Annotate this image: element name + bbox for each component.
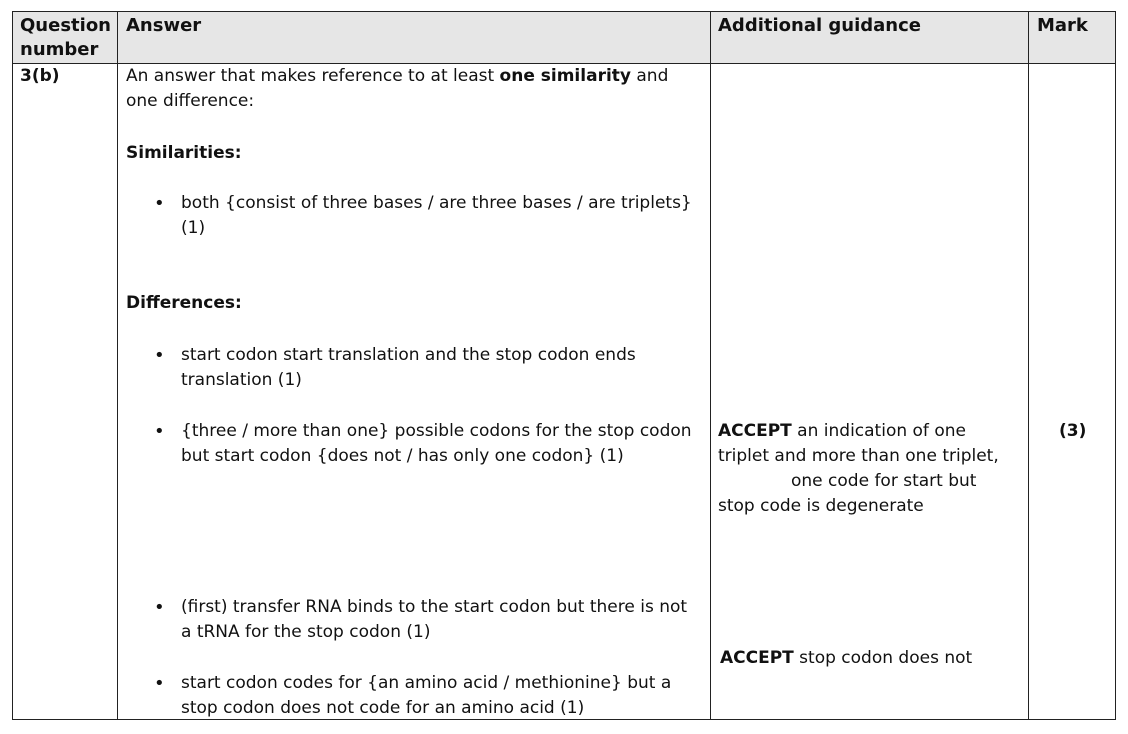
column-divider (710, 12, 711, 719)
column-divider (117, 12, 118, 719)
differences-heading: Differences: (126, 293, 242, 313)
guidance-note: ACCEPT an indication of one triplet and more than one triplet, one code for start but stop code is degenerate (718, 421, 999, 516)
bullet-icon: • (154, 597, 165, 618)
bullet-icon: • (154, 193, 165, 214)
header-mark: Mark (1037, 15, 1088, 36)
answer-intro: An answer that makes reference to at least one similarity and one difference: (126, 66, 669, 111)
mark-scheme-table: Question number Answer Additional guidance Mark 3(b) An answer that makes reference to at least one similarity and one difference: Similarities: • both {consist of three bases / are three bases / are triplets} (1) Differences: • start codon start translation and the stop codon ends translation (1) • {three / more than one} possible codons for the stop codon but start codon {does not / has only one codon} (1) • (first) transfer RNA binds to the start codon but there is not a tRNA for the stop codon (1) • start codon codes for {an amino acid / methionine} but a stop codon does not code for an amino acid (1) ACCEPT an indication of one triplet and more than one triplet, one code for start but stop code is degenerate ACCEPT stop codon does not (3) (12, 11, 1116, 720)
header-answer: Answer (126, 15, 202, 36)
similarities-heading: Similarities: (126, 143, 242, 163)
guidance-note: ACCEPT stop codon does not (720, 648, 973, 668)
header-question-number: Question number (20, 15, 111, 60)
column-divider (1028, 12, 1029, 719)
question-number: 3(b) (20, 66, 60, 86)
bullet-icon: • (154, 673, 165, 694)
bullet-icon: • (154, 345, 165, 366)
bullet-icon: • (154, 421, 165, 442)
header-additional-guidance: Additional guidance (718, 15, 922, 36)
mark-value: (3) (1059, 421, 1087, 441)
